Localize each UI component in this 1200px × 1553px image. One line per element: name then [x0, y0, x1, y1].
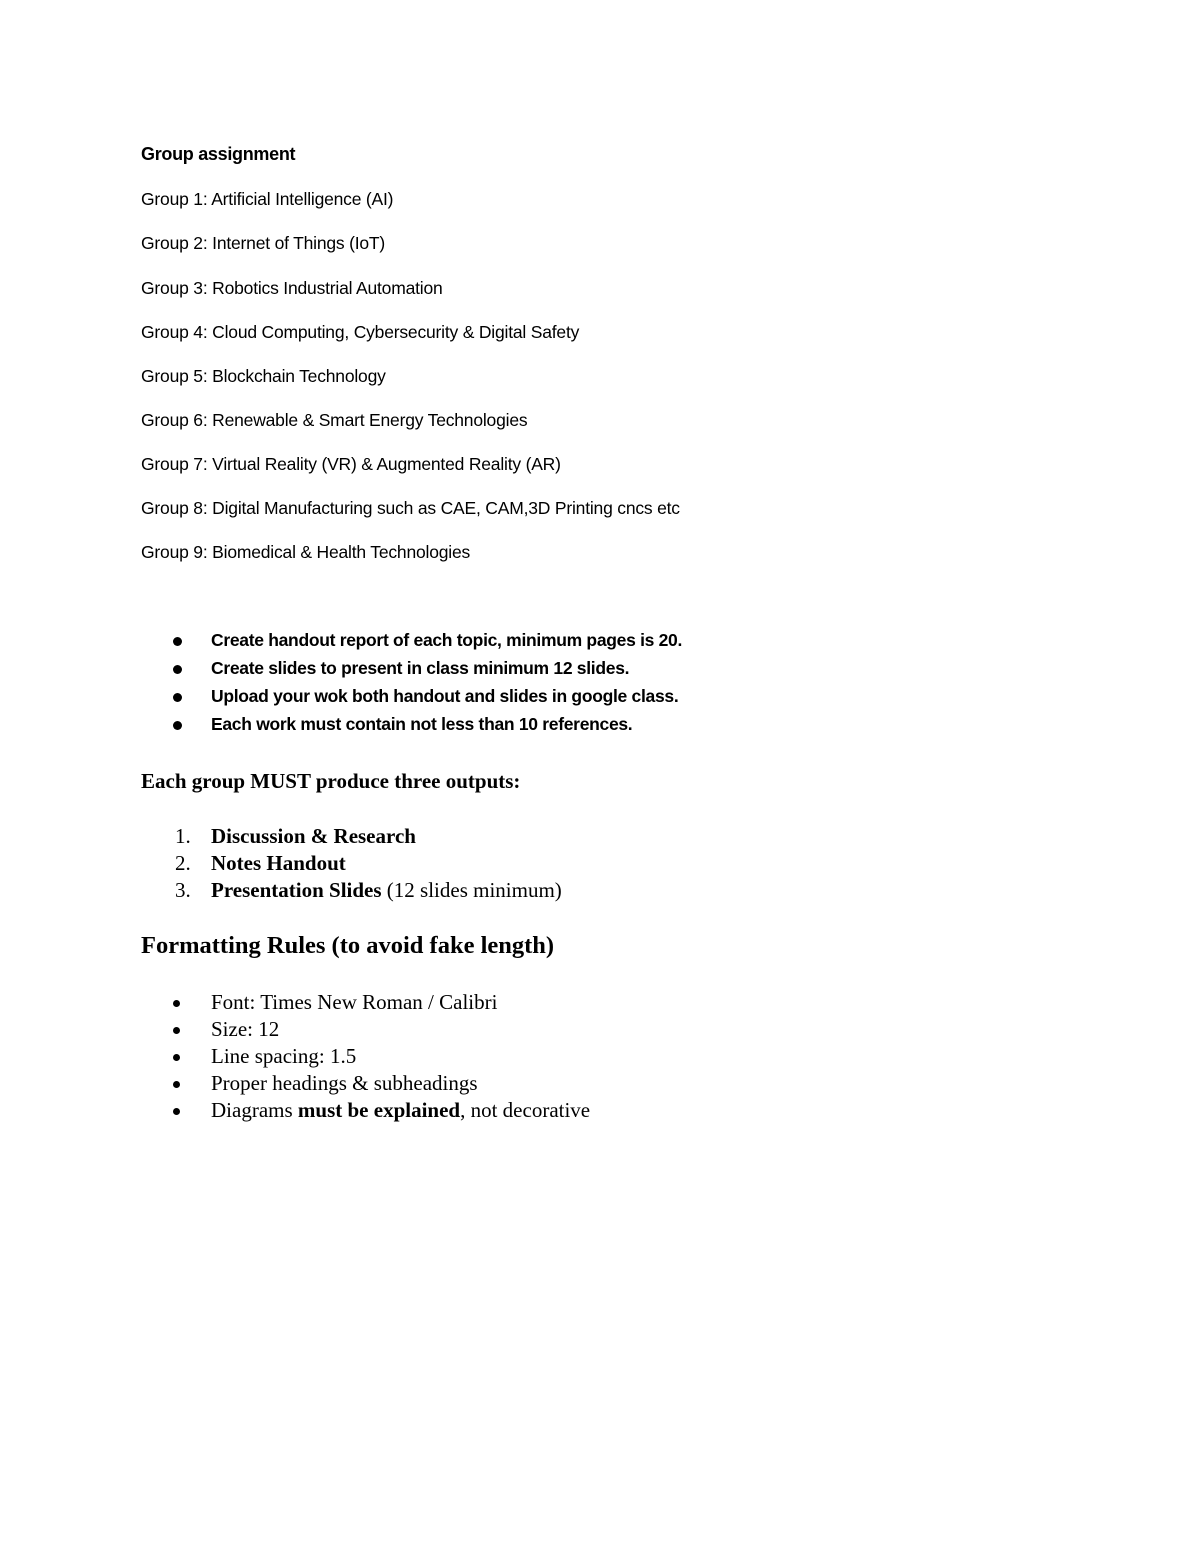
- rule-text: [211, 1017, 279, 1042]
- rule-pre: Line spacing: 1.5: [211, 1044, 357, 1068]
- output-rest: (12 slides minimum): [381, 878, 562, 902]
- rule-pre: Proper headings & subheadings: [211, 1071, 478, 1095]
- bullet-icon: [173, 721, 182, 730]
- rule-bold: must be explained: [297, 1098, 461, 1122]
- rule-text: [211, 1071, 478, 1096]
- list-number: 2.: [175, 851, 191, 875]
- group-item: Group 2: Internet of Things (IoT): [141, 233, 386, 253]
- rule-text: [211, 1098, 590, 1123]
- rule-pre: Size: 12: [211, 1017, 280, 1041]
- group-item: Group 6: Renewable & Smart Energy Technologies: [141, 410, 528, 430]
- group-item: Group 9: Biomedical & Health Technologies: [141, 542, 471, 562]
- bullet-icon: [173, 1054, 180, 1061]
- rule-pre: Font: Times New Roman / Calibri: [211, 990, 498, 1014]
- output-text: [211, 851, 346, 876]
- bullet-icon: [173, 1027, 180, 1034]
- output-bold: Presentation Slides: [211, 878, 382, 902]
- rules-heading: Formatting Rules (to avoid fake length): [141, 932, 555, 959]
- task-text: Upload your wok both handout and slides in google class.: [211, 686, 679, 706]
- bullet-icon: [173, 637, 182, 646]
- bullet-icon: [173, 693, 182, 702]
- document-title: Group assignment: [141, 144, 296, 164]
- rule-text: [211, 1044, 356, 1069]
- group-item: Group 5: Blockchain Technology: [141, 366, 386, 386]
- output-bold: Notes Handout: [211, 851, 346, 875]
- rule-text: [211, 990, 497, 1015]
- output-text: [211, 878, 562, 903]
- bullet-icon: [173, 1081, 180, 1088]
- group-item: Group 8: Digital Manufacturing such as CAE, CAM,3D Printing cncs etc: [141, 498, 680, 518]
- output-text: [211, 824, 416, 849]
- group-item: Group 3: Robotics Industrial Automation: [141, 278, 443, 298]
- group-item: Group 1: Artificial Intelligence (AI): [141, 189, 394, 209]
- rule-pre: Diagrams: [211, 1098, 298, 1122]
- bullet-icon: [173, 1108, 180, 1115]
- list-number: 1.: [175, 824, 191, 848]
- group-item: Group 7: Virtual Reality (VR) & Augmented Reality (AR): [141, 454, 561, 474]
- task-text: Create handout report of each topic, minimum pages is 20.: [211, 630, 683, 650]
- outputs-heading: Each group MUST produce three outputs:: [141, 769, 521, 793]
- list-number: 3.: [175, 878, 191, 902]
- bullet-icon: [173, 665, 182, 674]
- group-item: Group 4: Cloud Computing, Cybersecurity & Digital Safety: [141, 322, 580, 342]
- rule-post: , not decorative: [460, 1098, 591, 1122]
- task-text: Each work must contain not less than 10 references.: [211, 714, 633, 734]
- output-bold: Discussion & Research: [211, 824, 416, 848]
- bullet-icon: [173, 1000, 180, 1007]
- task-text: Create slides to present in class minimum 12 slides.: [211, 658, 630, 678]
